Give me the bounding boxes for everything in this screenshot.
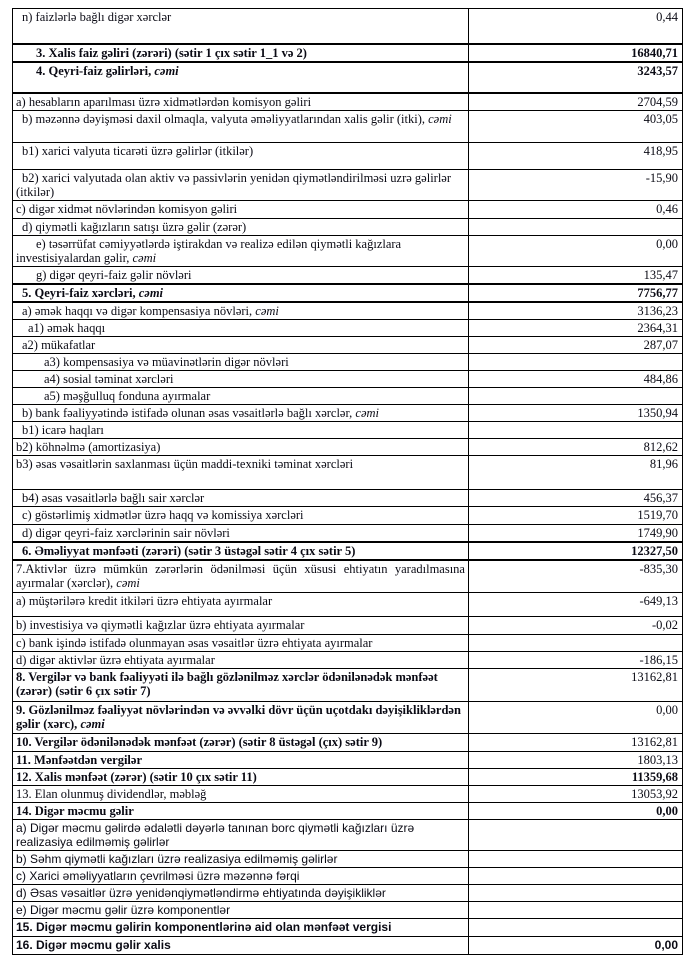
table-row [13,267,683,285]
row-value [469,901,683,918]
row-label [13,542,469,560]
table-row [13,616,683,634]
row-label-text: a1) əmək haqqı [28,321,106,335]
row-value [469,918,683,936]
row-label-text: e) Digər məcmu gəlir üzrə komponentlər [16,902,231,917]
row-value: -649,13 [469,592,683,616]
row-value: 1803,13 [469,751,683,768]
row-label-text: 11. Mənfəətdən vergilər [16,752,142,767]
table-row [13,850,683,867]
row-label [13,701,469,733]
row-label [13,785,469,802]
row-label-text: d) digər aktivlər üzrə ehtiyata ayırmalar [16,652,215,667]
row-label [13,371,469,388]
table-row [13,320,683,337]
table-row [13,439,683,456]
row-label [13,201,469,219]
table-row [13,867,683,884]
row-label [13,560,469,592]
table-row [13,668,683,701]
row-value: 3243,57 [469,62,683,93]
row-value: 13053,92 [469,785,683,802]
table-row [13,9,683,44]
table-row [13,542,683,560]
table-row [13,143,683,170]
row-label-text: 16. Digər məcmu gəlir xalis [16,937,171,952]
row-label [13,850,469,867]
row-label [13,768,469,785]
table-row [13,651,683,668]
table-row [13,768,683,785]
table-row [13,918,683,936]
row-value [469,867,683,884]
row-label-text: b4) əsas vəsaitlərlə bağlı sair xərclər [22,491,205,505]
table-row [13,44,683,62]
row-label-italic-suffix: cəmi [132,251,157,265]
row-value: 1519,70 [469,507,683,525]
row-value: 403,05 [469,111,683,143]
row-value: 16840,71 [469,44,683,62]
table-row [13,111,683,143]
row-value: 2704,59 [469,93,683,111]
row-label [13,616,469,634]
table-row [13,371,683,388]
row-label [13,439,469,456]
row-label-text: a5) məşğulluq fonduna ayırmalar [44,389,211,403]
row-value [469,819,683,850]
table-row [13,354,683,371]
row-label [13,111,469,143]
table-row [13,901,683,918]
row-label [13,143,469,170]
table-body [13,9,683,955]
table-row [13,819,683,850]
row-value: 13162,81 [469,668,683,701]
row-label-text: 10. Vergilər ödənilənədək mənfəət (zərər) (sətir 8 üstəgəl (çıx) sətir 9) [16,734,383,749]
row-label-italic-suffix: cəmi [138,286,164,300]
row-label [13,507,469,525]
table-row [13,592,683,616]
row-value: 0,46 [469,201,683,219]
row-label [13,456,469,490]
row-value: 287,07 [469,337,683,354]
row-value: 12327,50 [469,542,683,560]
row-label [13,267,469,285]
row-label-text: 4. Qeyri-faiz gəlirləri, [36,63,152,78]
table-row [13,302,683,320]
table-row [13,701,683,733]
row-label-text: b2) köhnəlmə (amortizasiya) [16,440,161,454]
row-label-text: b) investisiya və qiymətli kağızlar üzrə ehtiyata ayırmalar [16,617,305,632]
row-label-text: b1) xarici valyuta ticarəti üzrə gəlirlər (itkilər) [22,144,254,158]
row-label-text: 12. Xalis mənfəət (zərər) (sətir 10 çıx sətir 11) [16,769,257,784]
row-value: 13162,81 [469,733,683,751]
row-value: 2364,31 [469,320,683,337]
row-label-text: c) bank işində istifadə olunmayan əsas vəsaitlər üzrə ehtiyata ayırmalar [16,635,373,650]
row-label-text: b) bank fəaliyyətində istifadə olunan əsas vəsaitlərlə bağlı xərclər, [22,406,353,420]
table-row [13,560,683,592]
row-label-italic-suffix: cəmi [116,576,140,590]
row-label-text: 9. Gözlənilməz fəaliyyət növlərindən və əvvəlki dövr üçün uçotdakı dəyişikliklərdən gəlir (xərc), [16,702,461,731]
row-label-text: a) müştərilərə kredit itkiləri üzrə ehtiyata ayırmalar [16,593,273,608]
row-value: 484,86 [469,371,683,388]
table-row [13,785,683,802]
row-label [13,884,469,901]
row-label-italic-suffix: cəmi [255,304,279,318]
row-label-text: n) faizlərlə bağlı digər xərclər [22,10,172,24]
row-label [13,936,469,954]
table-row [13,236,683,267]
row-value: 0,00 [469,701,683,733]
row-label [13,44,469,62]
table-row [13,388,683,405]
row-label-text: a4) sosial təminat xərcləri [44,372,174,386]
row-label [13,302,469,320]
row-value [469,354,683,371]
row-label [13,354,469,371]
row-label-italic-suffix: cəmi [154,63,179,78]
row-value [469,219,683,236]
row-label-text: e) təsərrüfat cəmiyyətlərdə iştirakdan və realizə edilən qiymətli kağızlara investisiyalardan gəlir, [16,237,402,265]
row-label [13,405,469,422]
row-label-text: a) əmək haqqı və digər kompensasiya növləri, [22,304,253,318]
row-value [469,388,683,405]
row-label-text: c) digər xidmət növlərindən komisyon gəliri [16,202,238,216]
row-label [13,867,469,884]
row-label [13,751,469,768]
row-value [469,634,683,651]
row-label [13,634,469,651]
row-label-text: c) göstərlimiş xidmətlər üzrə haqq və komissiya xərcləri [22,508,304,522]
row-value: 456,37 [469,490,683,507]
row-label-text: 8. Vergilər və bank fəaliyyəti ilə bağlı gözlənilməz xərclər ödənilənədək mənfəət (zərər) (sətir 6 çıx sətir 7) [16,669,438,698]
row-value [469,884,683,901]
table-row [13,337,683,354]
table-row [13,62,683,93]
row-value: -835,30 [469,560,683,592]
row-label [13,802,469,819]
table-row [13,751,683,768]
row-value [469,850,683,867]
row-value: 3136,23 [469,302,683,320]
row-label [13,819,469,850]
row-label-text: 14. Digər məcmu gəlir [16,803,134,818]
row-label [13,9,469,44]
row-value: -186,15 [469,651,683,668]
row-label-text: d) qiymətli kağızların satışı üzrə gəlir (zərər) [22,220,247,234]
row-value: 418,95 [469,143,683,170]
row-label [13,320,469,337]
income-statement-table [12,8,683,955]
row-label-text: 3. Xalis faiz gəliri (zərəri) (sətir 1 çıx sətir 1_1 və 2) [36,45,307,60]
row-label-text: g) digər qeyri-faiz gəlir növləri [36,268,192,282]
row-label-text: c) Xarici əməliyyatların çevrilməsi üzrə məzənnə fərqi [16,868,300,883]
row-value: 135,47 [469,267,683,285]
row-label [13,422,469,439]
row-value: 1350,94 [469,405,683,422]
table-row [13,634,683,651]
table-row [13,456,683,490]
row-label [13,668,469,701]
row-label-text: b3) əsas vəsaitlərin saxlanması üçün maddi-texniki təminat xərcləri [16,457,354,471]
row-label-text: b1) icarə haqları [22,423,104,437]
row-value: 81,96 [469,456,683,490]
row-value: 0,00 [469,936,683,954]
table-row [13,802,683,819]
row-value: 0,44 [469,9,683,44]
row-label [13,490,469,507]
table-row [13,219,683,236]
table-row [13,490,683,507]
row-value: 11359,68 [469,768,683,785]
row-label-text: a2) mükafatlar [22,338,96,352]
row-label-text: 13. Elan olunmuş dividendlər, məbləğ [16,786,207,801]
row-value: 7756,77 [469,284,683,302]
row-label [13,62,469,93]
row-label [13,170,469,201]
row-label-text: b2) xarici valyutada olan aktiv və passivlərin yenidən qiymətləndirilməsi uzrə gəlirlər (itkilər) [16,171,452,199]
row-value: -15,90 [469,170,683,201]
row-label-text: a) hesabların aparılması üzrə xidmətlərdən komisyon gəliri [16,94,312,109]
row-label [13,592,469,616]
row-label [13,525,469,543]
row-value: 0,00 [469,236,683,267]
row-label-text: 5. Qeyri-faiz xərcləri, [22,286,136,300]
row-value: 0,00 [469,802,683,819]
table-row [13,170,683,201]
row-value: -0,02 [469,616,683,634]
row-label [13,219,469,236]
table-row [13,422,683,439]
row-value: 812,62 [469,439,683,456]
row-label-text: b) Səhm qiymətli kağızları üzrə realizasiya edilməmiş gəlirlər [16,851,338,866]
row-value: 1749,90 [469,525,683,543]
table-row [13,507,683,525]
row-label [13,388,469,405]
row-label [13,236,469,267]
row-label [13,901,469,918]
row-label-text: 7.Aktivlər üzrə mümkün zərərlərin ödənilməsi üçün xüsusi ehtiyatın yaradılmasına ayırmalar (xərclər), [16,562,465,590]
table-row [13,884,683,901]
table-row [13,525,683,543]
row-label [13,651,469,668]
row-label [13,337,469,354]
table-row [13,284,683,302]
table-row [13,733,683,751]
table-row [13,936,683,954]
row-label-text: d) digər qeyri-faiz xərclərinin sair növləri [22,526,230,540]
row-label-text: d) Əsas vəsaitlər üzrə yenidənqiymətləndirmə ehtiyatında dəyişikliklər [16,885,386,900]
row-label-text: b) məzənnə dəyişməsi daxil olmaqla, valyuta əməliyyatlarından xalis gəlir (itki), [22,112,425,126]
row-label-italic-suffix: cəmi [355,406,380,420]
row-label-text: 6. Əməliyyat mənfəəti (zərəri) (sətir 3 üstəgəl sətir 4 çıx sətir 5) [22,544,356,558]
row-label [13,733,469,751]
row-label-text: a3) kompensasiya və müavinətlərin digər növləri [44,355,289,369]
table-row [13,405,683,422]
row-label-italic-suffix: cəmi [428,112,452,126]
table-row [13,93,683,111]
table-row [13,201,683,219]
row-label [13,93,469,111]
row-label-italic-suffix: cəmi [80,716,105,731]
row-label [13,918,469,936]
row-label-text: 15. Digər məcmu gəlirin komponentlərinə aid olan mənfəət vergisi [16,919,392,934]
row-value [469,422,683,439]
row-label [13,284,469,302]
row-label-text: a) Digər məcmu gəlirdə ədalətli dəyərlə tanınan borc qiymətli kağızları üzrə realizasiya edilməmiş gəlirlər [16,820,415,849]
